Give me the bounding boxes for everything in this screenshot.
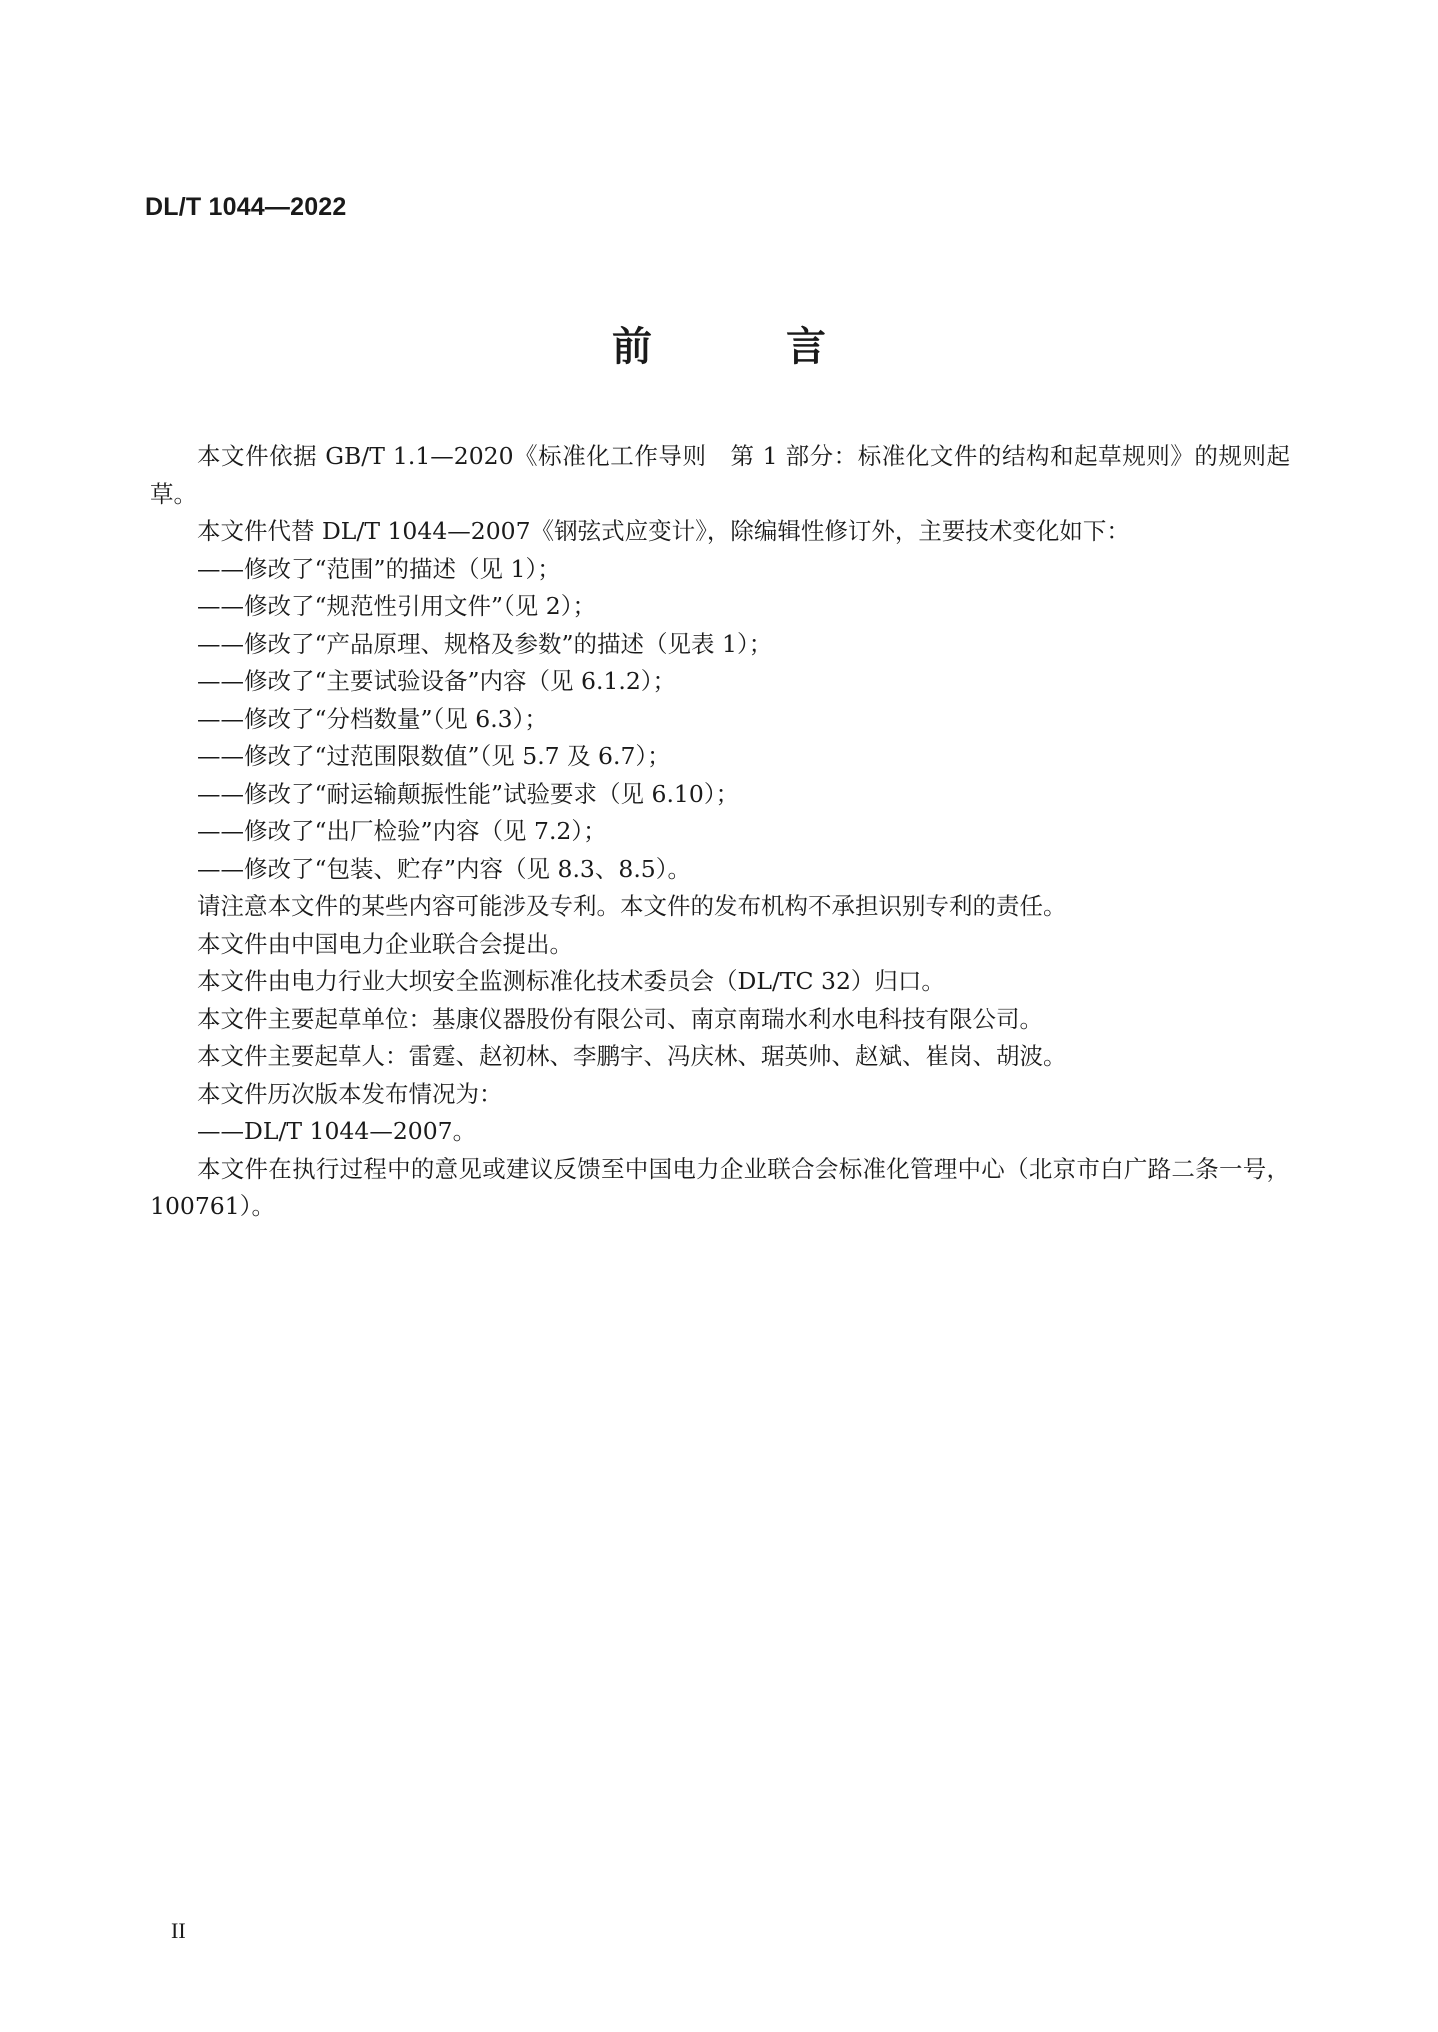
change-item: ——修改了“耐运输颠振性能”试验要求（见 6.10）； (197, 779, 740, 808)
paragraph-drafters: 本文件主要起草人：雷霆、赵初林、李鹏宇、冯庆林、琚英帅、赵斌、崔岗、胡波。 (197, 1042, 1067, 1070)
paragraph-replaces: 本文件代替 DL/T 1044—2007《钢弦式应变计》，除编辑性修订外，主要技术变化如下： (197, 517, 1130, 545)
change-item: ——修改了“包装、贮存”内容（见 8.3、8.5）。 (197, 854, 691, 883)
paragraph-version-history: 本文件历次版本发布情况为： (197, 1079, 503, 1108)
change-item: ——修改了“范围”的描述（见 1）； (197, 554, 561, 583)
paragraph-patent-notice: 请注意本文件的某些内容可能涉及专利。本文件的发布机构不承担识别专利的责任。 (197, 892, 1067, 920)
paragraph-committee: 本文件由电力行业大坝安全监测标准化技术委员会（DL/TC 32）归口。 (197, 967, 945, 995)
version-item: ——DL/T 1044—2007。 (197, 1117, 477, 1145)
change-item: ——修改了“出厂检验”内容（见 7.2）； (197, 817, 607, 845)
change-item: ——修改了“分档数量”（见 6.3）； (197, 704, 548, 733)
paragraph-proposed-by: 本文件由中国电力企业联合会提出。 (197, 929, 573, 958)
paragraph-feedback: 本文件在执行过程中的意见或建议反馈至中国电力企业联合会标准化管理中心（北京市白广路二条一号，100761）。 (150, 1154, 1290, 1220)
paragraph-drafting-rules: 本文件依据 GB/T 1.1—2020《标准化工作导则 第 1 部分：标准化文件的结构和起草规则》的规则起草。 (150, 442, 1290, 508)
foreword-body (150, 438, 1290, 1226)
page-number: II (171, 1918, 186, 1943)
paragraph-drafting-units: 本文件主要起草单位：基康仪器股份有限公司、南京南瑞水利水电科技有限公司。 (197, 1004, 1043, 1033)
document-code: DL/T 1044—2022 (145, 193, 347, 221)
change-item: ——修改了“过范围限数值”（见 5.7 及 6.7）； (197, 742, 671, 770)
change-item: ——修改了“主要试验设备”内容（见 6.1.2）； (197, 667, 677, 695)
change-item: ——修改了“规范性引用文件”（见 2）； (197, 592, 596, 620)
page-title: 前 言 (612, 324, 886, 370)
change-item: ——修改了“产品原理、规格及参数”的描述（见表 1）； (197, 629, 773, 658)
